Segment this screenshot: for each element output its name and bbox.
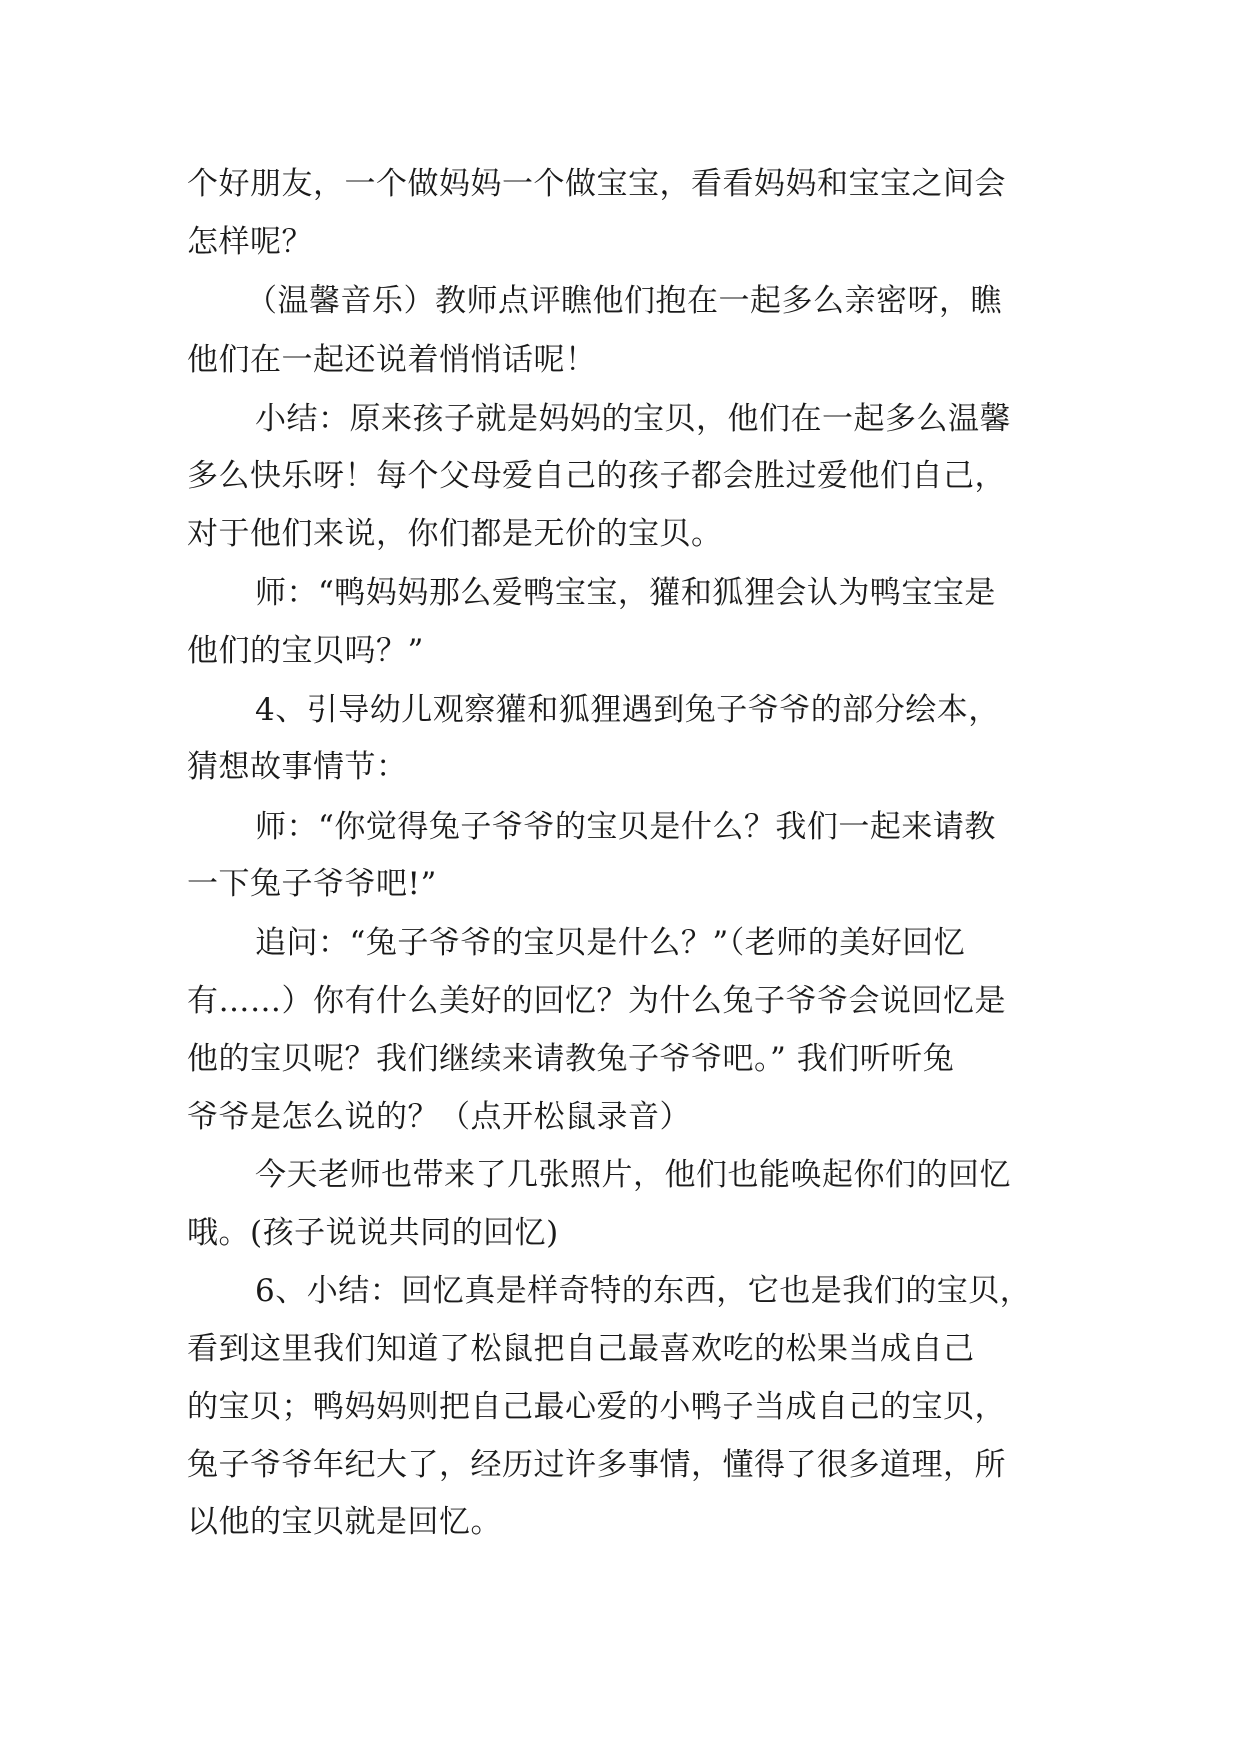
text-line: （温馨音乐）教师点评瞧他们抱在一起多么亲密呀，瞧 [246, 283, 1002, 319]
text-line: 哦。(孩子说说共同的回忆) [187, 1215, 559, 1251]
text-line: 多么快乐呀！每个父母爱自己的孩子都会胜过爱他们自己， [187, 458, 1006, 494]
text-line: 有……）你有什么美好的回忆？为什么兔子爷爷会说回忆是 [187, 983, 1006, 1019]
text-line: 以他的宝贝就是回忆。 [187, 1504, 502, 1540]
text-line: 追问：“兔子爷爷的宝贝是什么？”（老师的美好回忆 [255, 925, 966, 961]
text-line: 他的宝贝呢？我们继续来请教兔子爷爷吧。” 我们听听兔 [187, 1041, 955, 1077]
text-line: 看到这里我们知道了松鼠把自己最喜欢吃的松果当成自己 [187, 1331, 975, 1367]
text-line: 他们在一起还说着悄悄话呢！ [187, 342, 597, 378]
text-line: 爷爷是怎么说的？（点开松鼠录音） [187, 1099, 691, 1135]
text-line: 小结：原来孩子就是妈妈的宝贝，他们在一起多么温馨 [255, 401, 1011, 437]
text-line: 一下兔子爷爷吧!” [187, 866, 437, 902]
text-line: 对于他们来说，你们都是无价的宝贝。 [187, 516, 723, 552]
text-line: 兔子爷爷年纪大了，经历过许多事情，懂得了很多道理，所 [187, 1447, 1006, 1483]
text-line: 他们的宝贝吗？” [187, 633, 424, 669]
text-line: 个好朋友，一个做妈妈一个做宝宝，看看妈妈和宝宝之间会 [187, 166, 1006, 202]
text-line: 4、引导幼儿观察獾和狐狸遇到兔子爷爷的部分绘本， [255, 692, 1000, 728]
text-line: 猜想故事情节： [187, 749, 408, 785]
text-line: 的宝贝；鸭妈妈则把自己最心爱的小鸭子当成自己的宝贝， [187, 1389, 1006, 1425]
text-line: 师：“你觉得兔子爷爷的宝贝是什么？我们一起来请教 [255, 809, 996, 845]
text-line: 今天老师也带来了几张照片，他们也能唤起你们的回忆 [255, 1157, 1011, 1193]
text-line: 师：“鸭妈妈那么爱鸭宝宝，獾和狐狸会认为鸭宝宝是 [255, 575, 996, 611]
text-line: 怎样呢？ [187, 224, 313, 260]
text-line: 6、小结：回忆真是样奇特的东西，它也是我们的宝贝， [255, 1273, 1032, 1309]
